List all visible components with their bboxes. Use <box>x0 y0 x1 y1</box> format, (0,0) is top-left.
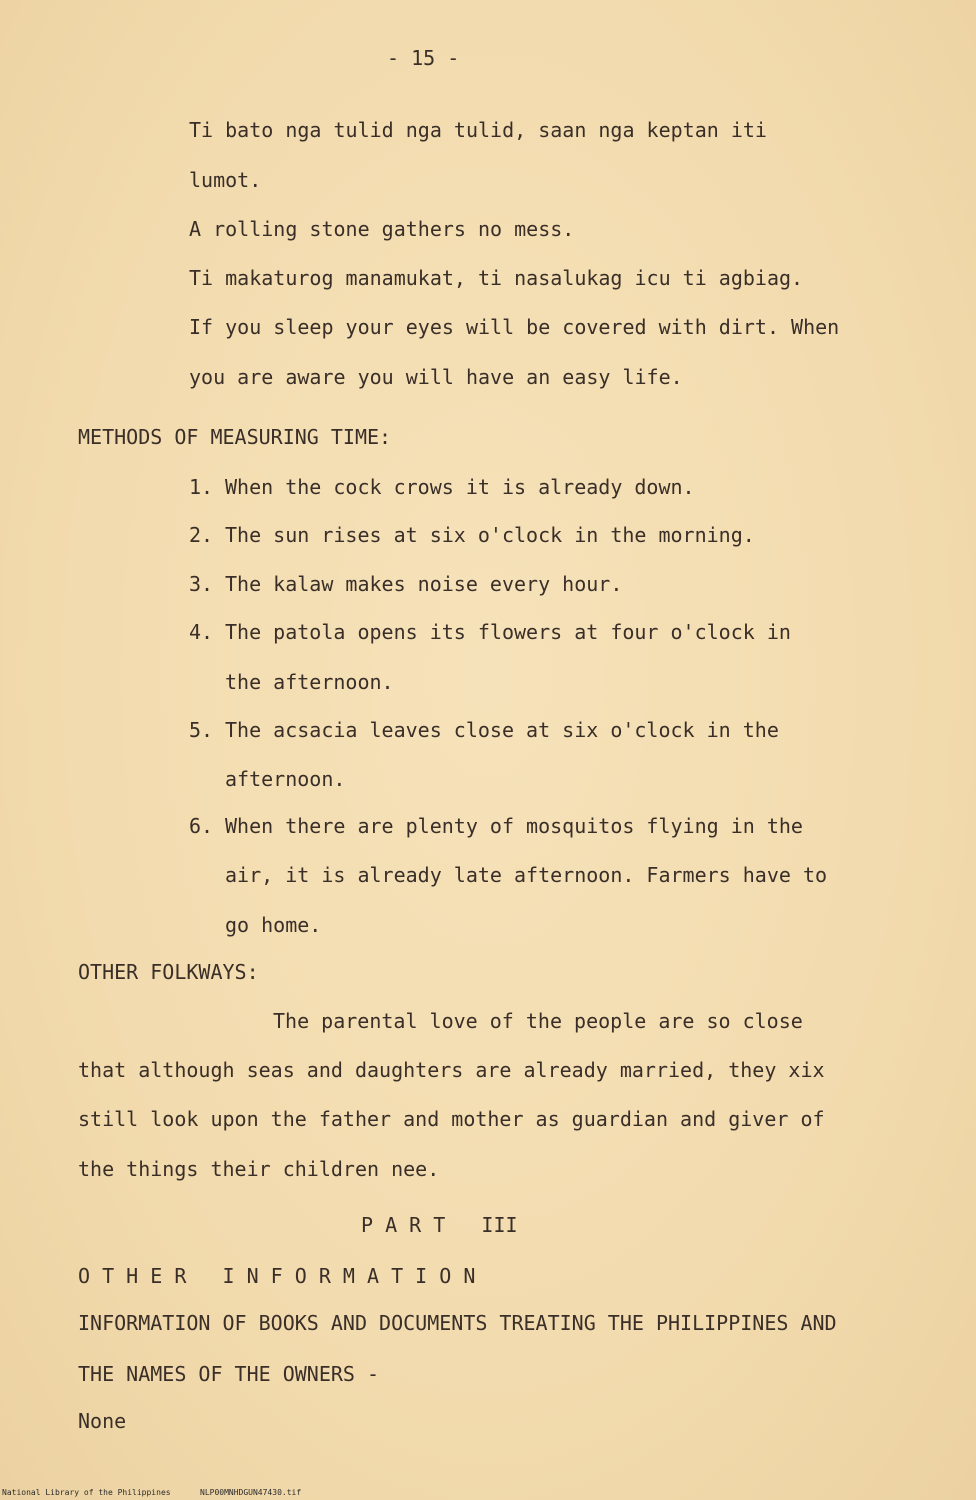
method-text: When the cock crows it is already down. <box>225 475 695 499</box>
methods-heading: METHODS OF MEASURING TIME: <box>78 425 392 449</box>
footer-filename: NLP00MNHDGUN47430.tif <box>200 1488 302 1497</box>
proverb-line: If you sleep your eyes will be covered with dirt. When <box>189 315 840 339</box>
books-answer: None <box>78 1409 127 1433</box>
method-number: 3. <box>189 572 214 596</box>
page-number: - 15 - <box>387 46 460 70</box>
method-text: The sun rises at six o'clock in the morning. <box>225 523 755 547</box>
method-text: go home. <box>225 913 322 937</box>
footer-library: National Library of the Philippines <box>2 1488 171 1497</box>
folkways-heading: OTHER FOLKWAYS: <box>78 960 259 984</box>
method-text: the afternoon. <box>225 670 394 694</box>
books-heading-line: THE NAMES OF THE OWNERS - <box>78 1362 380 1386</box>
part-heading: P A R T III <box>361 1213 518 1237</box>
proverb-line: you are aware you will have an easy life. <box>189 365 683 389</box>
method-number: 6. <box>189 814 214 838</box>
folkways-paragraph-line: The parental love of the people are so close <box>273 1009 803 1033</box>
method-text: When there are plenty of mosquitos flying in the <box>225 814 803 838</box>
folkways-paragraph-line: still look upon the father and mother as guardian and giver of <box>78 1107 825 1131</box>
method-number: 2. <box>189 523 214 547</box>
books-heading-line: INFORMATION OF BOOKS AND DOCUMENTS TREATING THE PHILIPPINES AND <box>78 1311 837 1335</box>
folkways-paragraph-line: the things their children nee. <box>78 1157 440 1181</box>
other-info-heading: O T H E R I N F O R M A T I O N <box>78 1264 476 1288</box>
method-text: afternoon. <box>225 767 346 791</box>
method-text: The patola opens its flowers at four o'clock in <box>225 620 791 644</box>
proverb-line: Ti makaturog manamukat, ti nasalukag icu ti agbiag. <box>189 266 804 290</box>
method-number: 4. <box>189 620 214 644</box>
proverb-line: Ti bato nga tulid nga tulid, saan nga keptan iti <box>189 118 767 142</box>
proverb-line: lumot. <box>189 168 262 192</box>
proverb-line: A rolling stone gathers no mess. <box>189 217 575 241</box>
method-text: air, it is already late afternoon. Farmers have to <box>225 863 828 887</box>
method-text: The kalaw makes noise every hour. <box>225 572 623 596</box>
method-number: 1. <box>189 475 214 499</box>
method-number: 5. <box>189 718 214 742</box>
folkways-paragraph-line: that although seas and daughters are already married, they xix <box>78 1058 825 1082</box>
method-text: The acsacia leaves close at six o'clock in the <box>225 718 779 742</box>
